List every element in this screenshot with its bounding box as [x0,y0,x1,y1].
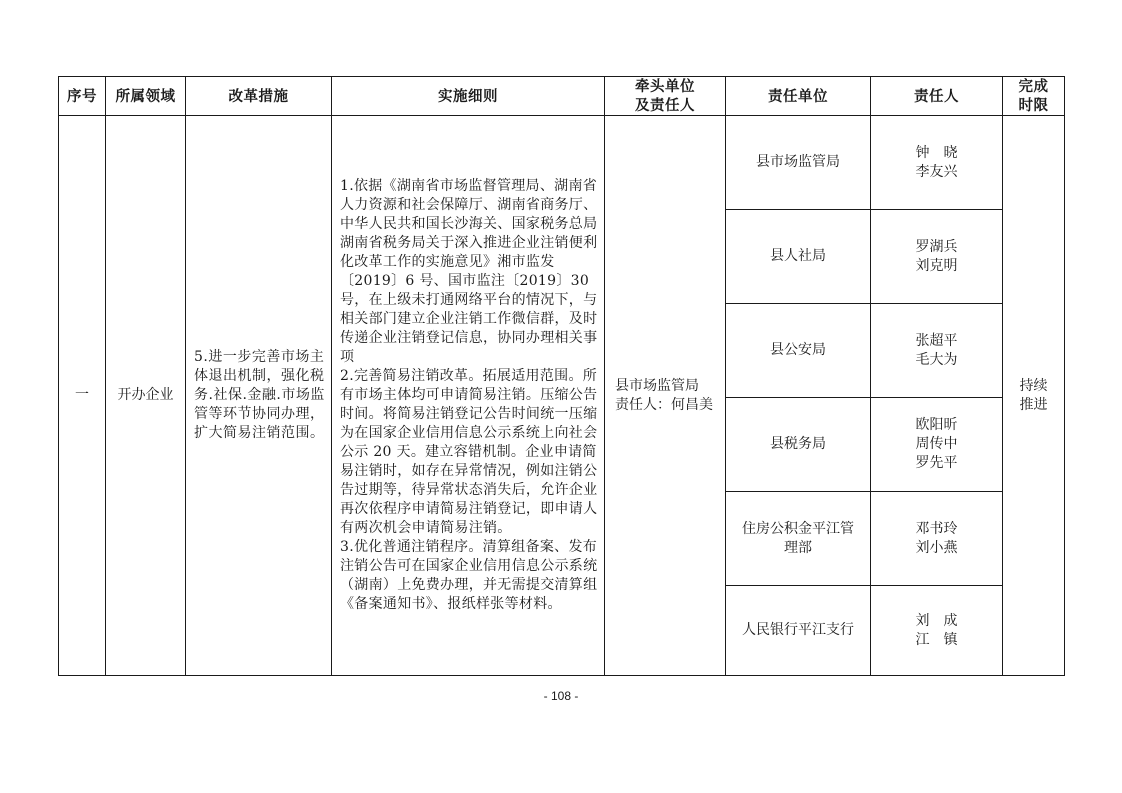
person-name: 刘小燕 [915,539,958,556]
cell-person-1 [871,210,1003,304]
cell-unit-4: 住房公积金平江管理部 [726,492,871,586]
cell-unit-1: 县人社局 [726,210,871,304]
person-name: 毛大为 [915,351,958,368]
person-name: 周传中 [915,436,958,452]
person-name: 罗湖兵 [915,238,958,255]
cell-person-2 [871,304,1003,398]
cell-unit-0: 县市场监管局 [726,116,871,210]
cell-deadline [1003,116,1065,676]
detail-item-2: 2.完善简易注销改革。拓展适用范围。所有市场主体均可申请简易注销。压缩公告时间。将简易注销登记公告时间统一压缩为在国家企业信用信息公示系统上向社会公示 20 天。建立容错机制。企业申请简易注销时，如存在异常情况，例如注销公告过期等，待异常状态消失后，允许企业再次依程序申请简易注销登记，即申请人有两次机会申请简易注销。 [340,368,598,536]
header-row [59,77,1065,116]
header-deadline-line2: 时限 [1018,97,1049,114]
header-deadline-line1: 完成 [1018,78,1049,95]
deadline-line2: 推进 [1019,396,1048,413]
header-details: 实施细则 [332,77,605,116]
person-name: 刘克明 [915,257,958,274]
header-lead [605,77,726,116]
cell-measure: 5.进一步完善市场主体退出机制，强化税务.社保.金融.市场监管等环节协同办理，扩大简易注销范围。 [186,116,332,676]
person-name: 李友兴 [915,163,958,180]
cell-unit-2: 县公安局 [726,304,871,398]
cell-lead [605,116,726,676]
lead-person: 责任人：何昌美 [615,396,713,413]
table-row [59,116,1065,210]
detail-item-3: 3.优化普通注销程序。清算组备案、发布注销公告可在国家企业信用信息公示系统（湖南）上免费办理，并无需提交清算组《备案通知书》、报纸样张等材料。 [340,539,598,612]
header-unit: 责任单位 [726,77,871,116]
cell-field: 开办企业 [106,116,186,676]
cell-person-4 [871,492,1003,586]
header-seq: 序号 [59,77,106,116]
cell-details [332,116,605,676]
cell-unit-3: 县税务局 [726,398,871,492]
header-lead-line1: 牵头单位 [635,78,695,95]
page-number: - 108 - [543,689,579,703]
deadline-line1: 持续 [1019,377,1048,394]
header-lead-line2: 及责任人 [635,97,695,114]
person-name: 罗先平 [915,455,958,471]
header-field: 所属领域 [106,77,186,116]
person-name: 刘 成 [915,612,958,629]
cell-person-3 [871,398,1003,492]
person-name: 钟 晓 [915,144,958,161]
person-name: 张超平 [915,332,958,349]
cell-unit-5: 人民银行平江支行 [726,586,871,676]
cell-person-0 [871,116,1003,210]
lead-unit: 县市场监管局 [615,377,699,394]
header-measure: 改革措施 [186,77,332,116]
header-person: 责任人 [871,77,1003,116]
reform-table [58,76,1065,676]
person-name: 欧阳昕 [915,417,958,433]
person-name: 江 镇 [915,631,958,648]
header-deadline [1003,77,1065,116]
cell-seq: 一 [59,116,106,676]
detail-item-1: 1.依据《湖南省市场监督管理局、湖南省人力资源和社会保障厅、湖南省商务厅、中华人民共和国长沙海关、国家税务总局湖南省税务局关于深入推进企业注销便利化改革工作的实施意见》湘市监发〔2019〕6 号、国市监注〔2019〕30号，在上级未打通网络平台的情况下，与相关部门建立企业注销工作微信群，及时传递企业注销登记信息，协同办理相关事项 [340,178,598,365]
person-name: 邓书玲 [915,520,958,537]
cell-person-5 [871,586,1003,676]
